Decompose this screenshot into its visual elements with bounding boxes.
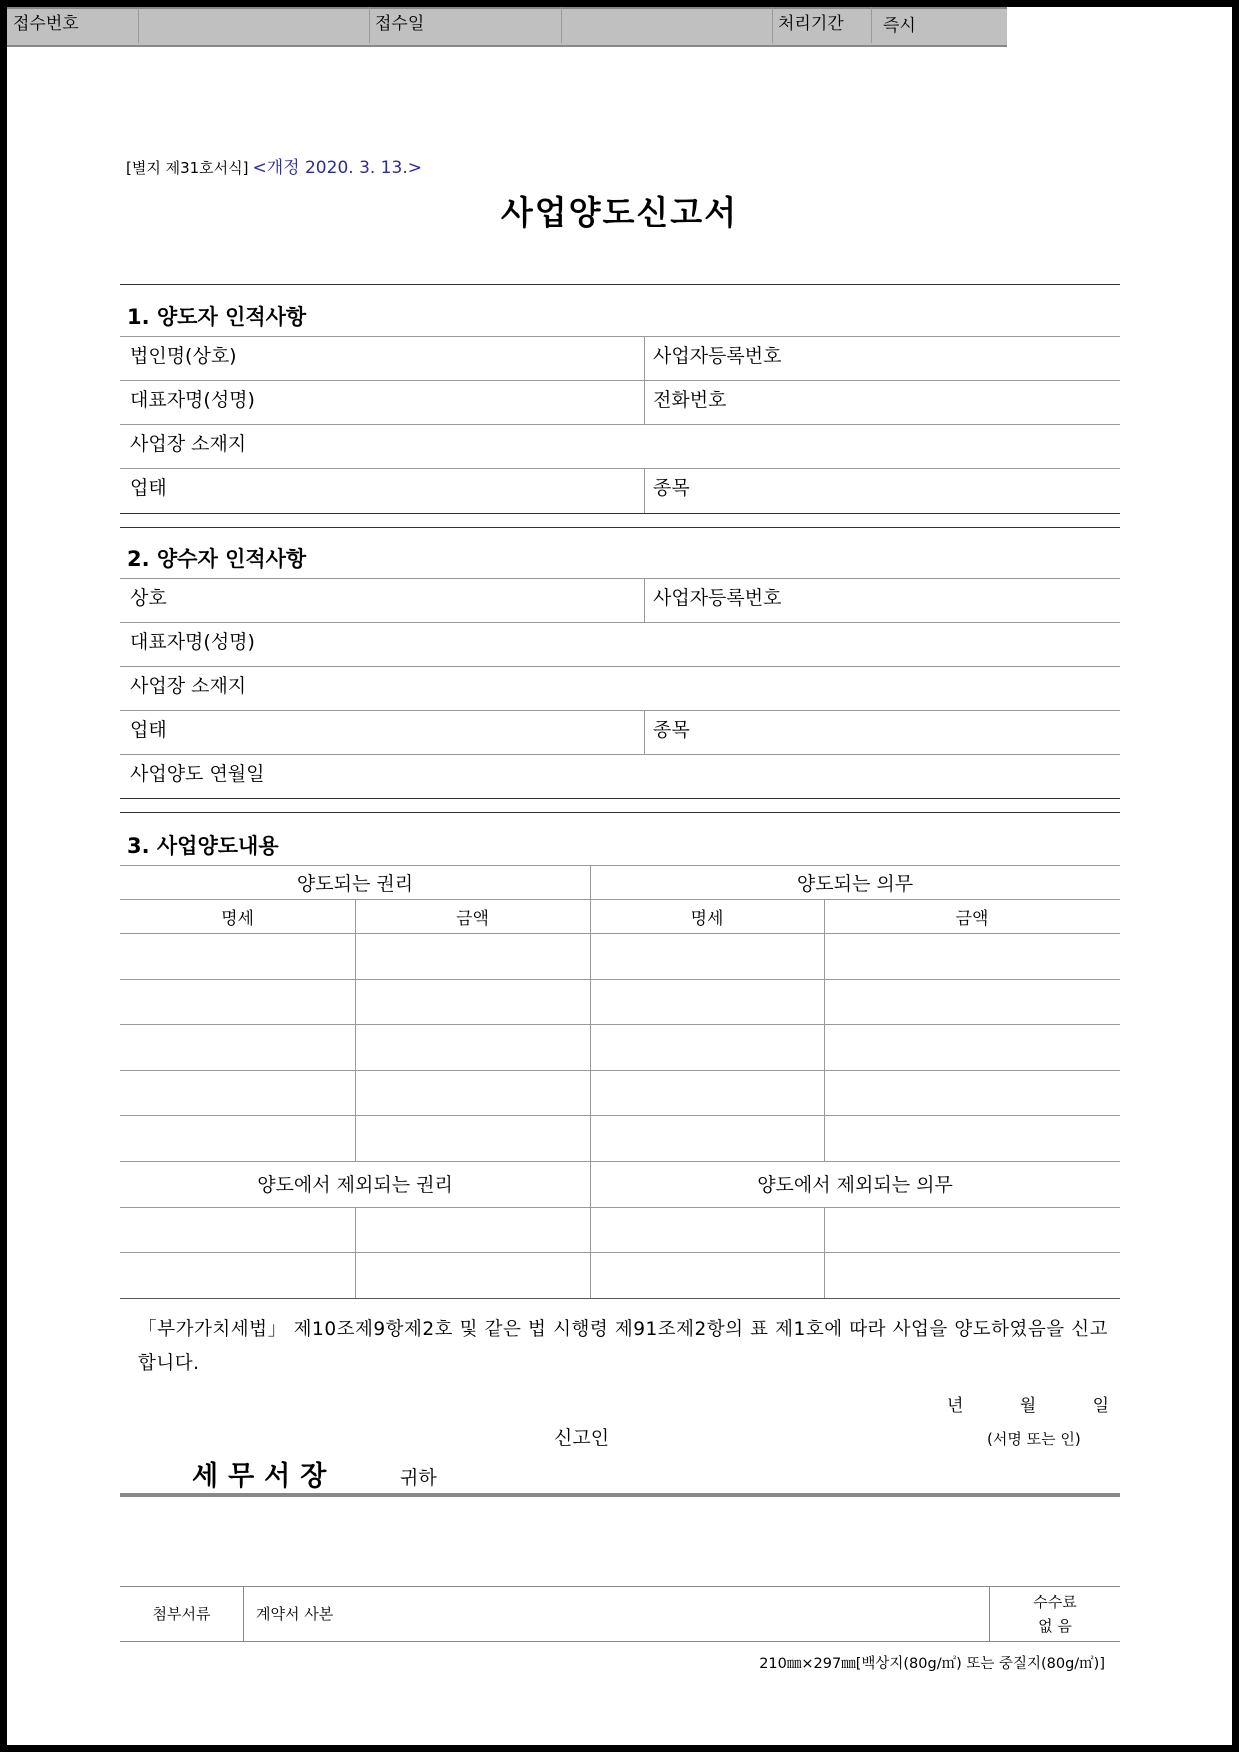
table-column-divider bbox=[824, 1207, 825, 1298]
table-column-divider bbox=[355, 1207, 356, 1298]
row-line bbox=[120, 336, 1120, 337]
table-bottom-line bbox=[120, 1298, 1120, 1299]
section-divider bbox=[120, 284, 1120, 285]
receipt-divider bbox=[871, 7, 872, 43]
transferor-biz-item-label: 종목 bbox=[653, 477, 690, 499]
fee-box bbox=[989, 1587, 1120, 1641]
attachments-box bbox=[120, 1586, 1120, 1642]
table-column-divider bbox=[355, 899, 356, 1161]
month-label: 월 bbox=[1019, 1396, 1037, 1416]
rights-amount-header: 금액 bbox=[456, 909, 489, 929]
fee-label: 수수료 bbox=[1033, 1593, 1077, 1611]
transferor-address-label: 사업장 소재지 bbox=[130, 433, 247, 455]
excluded-rights-header: 양도에서 제외되는 권리 bbox=[257, 1174, 453, 1196]
transferee-biz-item-label: 종목 bbox=[653, 719, 690, 741]
section-divider bbox=[120, 812, 1120, 813]
transferee-biz-reg-label: 사업자등록번호 bbox=[653, 587, 782, 609]
receipt-divider bbox=[138, 7, 139, 43]
table-row-line bbox=[120, 979, 1120, 980]
table-row-line bbox=[120, 1070, 1120, 1071]
obligations-detail-header: 명세 bbox=[690, 909, 724, 929]
row-line bbox=[120, 710, 1120, 711]
form-page bbox=[7, 7, 1232, 1745]
row-line bbox=[120, 468, 1120, 469]
section-divider bbox=[120, 798, 1120, 799]
transferred-obligations-header: 양도되는 의무 bbox=[796, 873, 914, 895]
thick-divider bbox=[120, 1493, 1120, 1497]
transferee-trade-name-label: 상호 bbox=[130, 587, 167, 609]
table-column-divider bbox=[824, 899, 825, 1161]
signature-label: (서명 또는 인) bbox=[987, 1430, 1081, 1448]
row-line bbox=[120, 578, 1120, 579]
addressee-label: 귀하 bbox=[400, 1467, 437, 1489]
transferor-biz-type-label: 업태 bbox=[130, 477, 167, 499]
table-line bbox=[120, 865, 1120, 866]
table-line bbox=[120, 1161, 1120, 1162]
receipt-bar bbox=[7, 7, 1007, 47]
date-line bbox=[947, 1391, 1109, 1416]
fee-value: 없 음 bbox=[1038, 1617, 1072, 1635]
cell-divider bbox=[644, 578, 645, 622]
transferor-corp-name-label: 법인명(상호) bbox=[130, 345, 237, 367]
table-row-line bbox=[120, 1024, 1120, 1025]
table-center-divider bbox=[590, 865, 591, 1298]
row-line bbox=[120, 666, 1120, 667]
revision-date: <개정 2020. 3. 13.> bbox=[252, 158, 422, 178]
form-number: [별지 제31호서식] bbox=[126, 159, 249, 177]
row-line bbox=[120, 424, 1120, 425]
receipt-divider bbox=[561, 7, 562, 43]
transferor-rep-name-label: 대표자명(성명) bbox=[130, 389, 255, 411]
transferee-address-label: 사업장 소재지 bbox=[130, 675, 247, 697]
transferor-biz-reg-label: 사업자등록번호 bbox=[653, 345, 782, 367]
table-row-line bbox=[120, 1252, 1120, 1253]
table-line bbox=[120, 1207, 1120, 1208]
rights-detail-header: 명세 bbox=[221, 909, 254, 929]
row-line bbox=[120, 754, 1120, 755]
transferred-rights-header: 양도되는 권리 bbox=[296, 873, 414, 895]
declaration-text: 「부가가치세법」 제10조제9항제2호 및 같은 법 시행령 제91조제2항의 표 제1호에 따라 사업을 양도하였음을 신고합니다. bbox=[138, 1319, 1108, 1374]
table-line bbox=[120, 899, 1120, 900]
attachments-label: 첨부서류 bbox=[120, 1587, 244, 1641]
table-row-line bbox=[120, 1115, 1120, 1116]
excluded-obligations-header: 양도에서 제외되는 의무 bbox=[757, 1174, 953, 1196]
section1-title: 1. 양도자 인적사항 bbox=[127, 305, 307, 329]
paper-spec: 210㎜×297㎜[백상지(80g/㎡) 또는 중질지(80g/㎡)] bbox=[759, 1656, 1105, 1672]
cell-divider bbox=[644, 468, 645, 513]
receipt-date-label: 접수일 bbox=[375, 14, 425, 34]
page-title: 사업양도신고서 bbox=[500, 193, 739, 232]
cell-divider bbox=[644, 336, 645, 380]
processing-period-label: 처리기간 bbox=[778, 14, 844, 34]
transferee-biz-type-label: 업태 bbox=[130, 719, 167, 741]
year-label: 년 bbox=[947, 1396, 964, 1416]
transferor-phone-label: 전화번호 bbox=[653, 389, 727, 411]
section2-title: 2. 양수자 인적사항 bbox=[127, 547, 307, 571]
tax-office-head: 세무서장 bbox=[192, 1461, 337, 1492]
section3-title: 3. 사업양도내용 bbox=[127, 834, 279, 858]
reporter-label: 신고인 bbox=[554, 1427, 610, 1449]
section-divider bbox=[120, 513, 1120, 514]
section-divider bbox=[120, 527, 1120, 528]
cell-divider bbox=[644, 380, 645, 424]
day-label: 일 bbox=[1092, 1396, 1109, 1416]
row-line bbox=[120, 622, 1120, 623]
form-reference bbox=[126, 153, 422, 178]
receipt-number-label: 접수번호 bbox=[13, 14, 79, 34]
table-line bbox=[120, 933, 1120, 934]
transfer-date-label: 사업양도 연월일 bbox=[130, 763, 265, 785]
row-line bbox=[120, 380, 1120, 381]
processing-period-value: 즉시 bbox=[883, 16, 916, 36]
transferee-rep-name-label: 대표자명(성명) bbox=[130, 631, 255, 653]
obligations-amount-header: 금액 bbox=[955, 909, 989, 929]
cell-divider bbox=[644, 710, 645, 754]
attachments-value: 계약서 사본 bbox=[256, 1605, 334, 1623]
